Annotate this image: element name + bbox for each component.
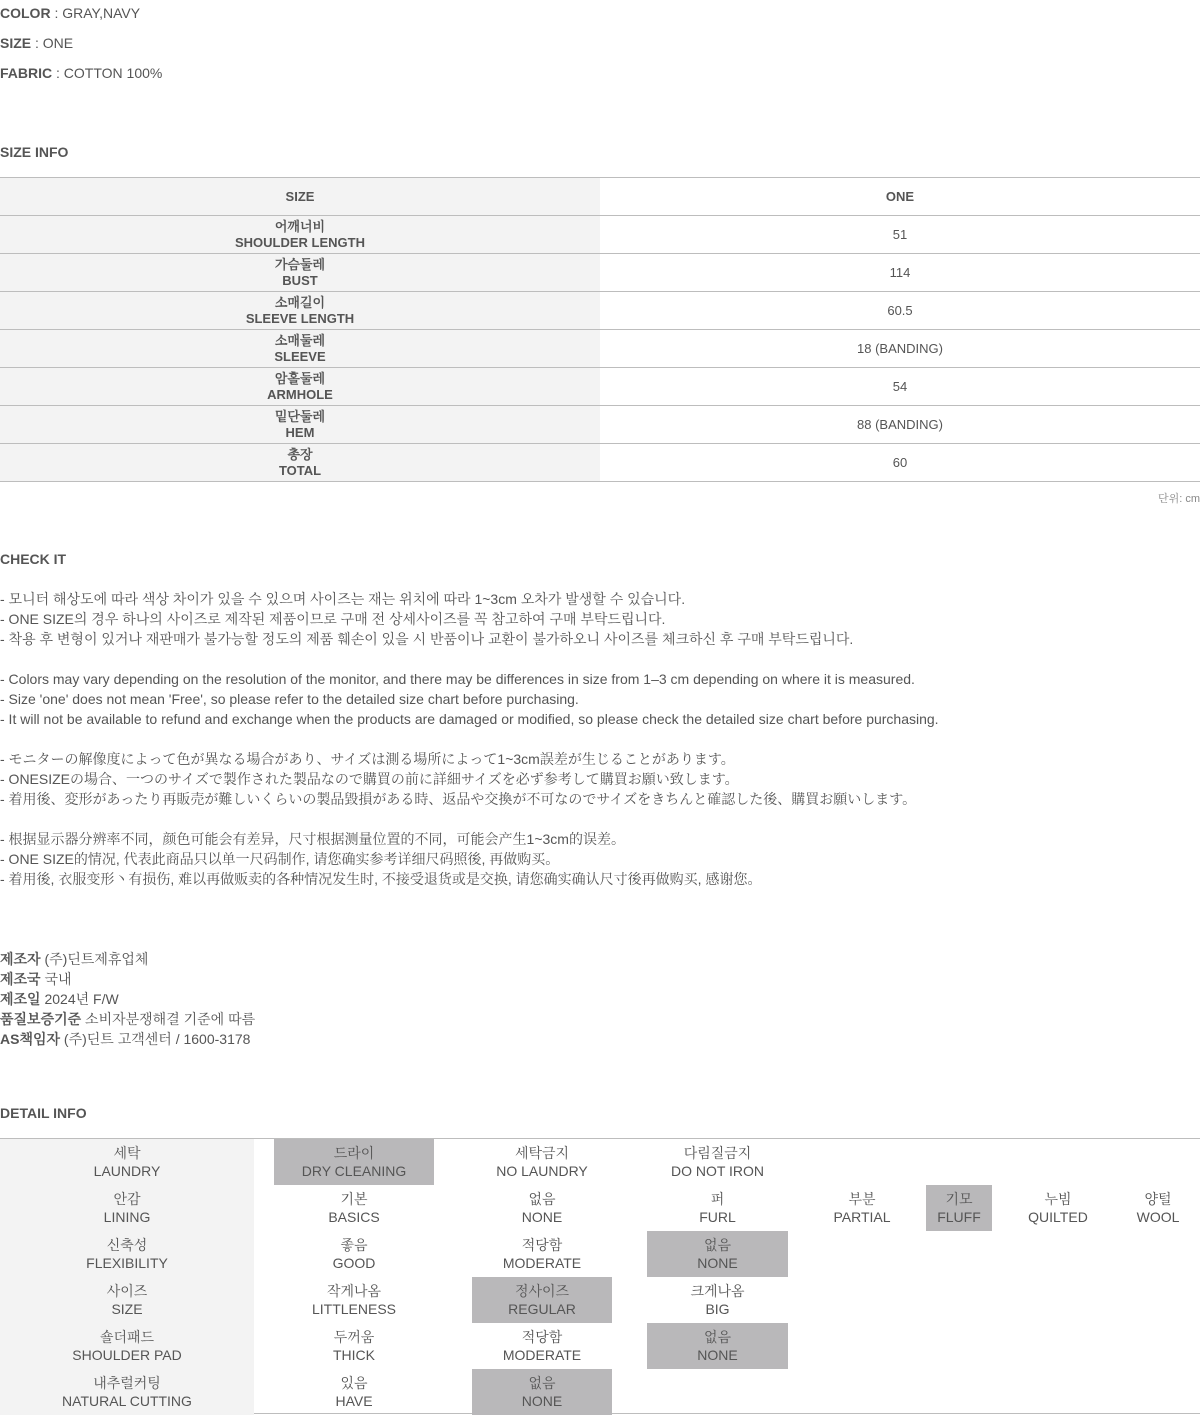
size-measure-value: 60.5	[887, 303, 913, 318]
size-header-label: SIZE	[0, 178, 600, 215]
unit-note: 단위: cm	[1157, 493, 1200, 505]
check-it-ko	[0, 589, 853, 649]
detail-text-ko: 퍼	[710, 1191, 725, 1207]
size-measure-label	[0, 330, 600, 367]
detail-text-en: NONE	[521, 1209, 563, 1225]
size-measure-label	[0, 368, 600, 405]
size-measure-en: BUST	[282, 272, 318, 288]
size-table-row	[0, 406, 1200, 444]
maker-label: 제조국	[0, 971, 41, 987]
detail-row-label	[0, 1369, 254, 1415]
detail-option-selected	[926, 1185, 992, 1231]
maker-row	[0, 1029, 255, 1049]
detail-text-en: LITTLENESS	[311, 1301, 397, 1317]
size-info-title: SIZE INFO	[0, 144, 69, 160]
detail-text-en: GOOD	[332, 1255, 376, 1271]
check-it-line: - Size 'one' does not mean 'Free', so please refer to the detailed size chart before purchasing.	[0, 691, 579, 707]
detail-text-en: FLEXIBILITY	[86, 1255, 168, 1271]
detail-option-selected	[472, 1277, 612, 1323]
size-measure-label	[0, 254, 600, 291]
size-measure-en: HEM	[285, 424, 315, 440]
size-measure-ko: 소매둘레	[274, 332, 326, 348]
detail-text-ko: 작게나옴	[326, 1283, 382, 1299]
maker-value: (주)딘트 고객센터 / 1600-3178	[60, 1031, 251, 1047]
size-measure-label	[0, 292, 600, 329]
detail-row-label	[0, 1231, 254, 1277]
detail-text-ko: 기본	[340, 1191, 368, 1207]
detail-text-en: MODERATE	[502, 1347, 582, 1363]
check-it-line: - It will not be available to refund and exchange when the products are damaged or modified, so please check the detailed size chart before purchasing.	[0, 711, 939, 727]
check-it-ja	[0, 749, 916, 809]
size-table-row	[0, 254, 1200, 292]
size-measure-value: 60	[892, 455, 908, 470]
size-header-value: ONE	[885, 189, 915, 204]
spec-size-label: SIZE	[0, 35, 32, 51]
detail-text-ko: 부분	[848, 1191, 876, 1207]
detail-option	[274, 1231, 434, 1277]
check-it-line: - Colors may vary depending on the resolution of the monitor, and there may be differences in size from 1–3 cm depending on where it is measured.	[0, 671, 915, 687]
maker-value: 국내	[40, 971, 72, 987]
check-it-line: - モニターの解像度によって色が異なる場合があり、サイズは測る場所によって1~3cm誤差が生じることがあります。	[0, 751, 735, 767]
detail-text-ko: 숄더패드	[99, 1329, 155, 1345]
detail-text-en: LAUNDRY	[93, 1163, 161, 1179]
maker-label: 제조일	[0, 991, 41, 1007]
detail-text-en: DO NOT IRON	[670, 1163, 765, 1179]
detail-text-en: SIZE	[111, 1301, 143, 1317]
check-it-en	[0, 669, 939, 729]
detail-option	[472, 1185, 612, 1231]
maker-value: 소비자분쟁해결 기준에 따름	[81, 1011, 256, 1027]
detail-text-ko: 기모	[945, 1191, 973, 1207]
detail-text-ko: 있음	[340, 1375, 368, 1391]
detail-option-selected	[647, 1231, 788, 1277]
detail-row-label	[0, 1185, 254, 1231]
detail-option-selected	[472, 1369, 612, 1415]
maker-row	[0, 969, 255, 989]
size-measure-value: 18 (BANDING)	[857, 341, 943, 356]
detail-row-label	[0, 1139, 254, 1185]
spec-fabric-value: : COTTON 100%	[52, 65, 163, 81]
spec-color	[0, 4, 140, 22]
maker-row	[0, 949, 255, 969]
detail-option	[274, 1277, 434, 1323]
detail-option	[274, 1323, 434, 1369]
size-table-row	[0, 216, 1200, 254]
maker-info	[0, 949, 255, 1049]
detail-option-selected	[274, 1139, 434, 1185]
detail-option	[472, 1139, 612, 1185]
size-table-row	[0, 444, 1200, 482]
detail-text-ko: 양털	[1144, 1191, 1172, 1207]
detail-text-ko: 세탁	[113, 1145, 141, 1161]
maker-label: 품질보증기준	[0, 1011, 82, 1027]
detail-text-en: NATURAL CUTTING	[62, 1393, 192, 1409]
spec-size	[0, 34, 73, 52]
check-it-line: - 着用後、変形があったり再販売が難しいくらいの製品毀損がある時、返品や交換が不可なのでサイズをきちんと確認した後、購買お願いします。	[0, 791, 917, 807]
detail-text-en: DRY CLEANING	[301, 1163, 407, 1179]
size-measure-ko: 밑단둘레	[274, 408, 326, 424]
detail-option	[647, 1185, 788, 1231]
detail-text-ko: 좋음	[340, 1237, 368, 1253]
size-table-row	[0, 368, 1200, 406]
detail-text-en: QUILTED	[1028, 1209, 1088, 1225]
detail-option	[472, 1231, 612, 1277]
maker-row	[0, 989, 255, 1009]
size-measure-value: 88 (BANDING)	[857, 417, 943, 432]
detail-text-ko: 안감	[113, 1191, 141, 1207]
detail-option	[1116, 1185, 1200, 1231]
detail-option	[808, 1185, 916, 1231]
spec-fabric-label: FABRIC	[0, 65, 53, 81]
detail-text-ko: 없음	[528, 1191, 556, 1207]
detail-text-ko: 없음	[528, 1375, 556, 1391]
check-it-line: - ONESIZEの場合、一つのサイズで製作された製品なので購買の前に詳細サイズを必ず参考して購買お願い致します。	[0, 771, 739, 787]
detail-row-label	[0, 1323, 254, 1369]
detail-text-ko: 사이즈	[106, 1283, 148, 1299]
detail-option-selected	[647, 1323, 788, 1369]
detail-row-label	[0, 1277, 254, 1323]
check-it-line: - ONE SIZE의 경우 하나의 사이즈로 제작된 제품이므로 구매 전 상세사이즈를 꼭 참고하여 구매 부탁드립니다.	[0, 611, 666, 627]
size-measure-ko: 소매길이	[274, 294, 326, 310]
check-it-title: CHECK IT	[0, 551, 67, 567]
detail-text-ko: 세탁금지	[514, 1145, 570, 1161]
detail-text-ko: 드라이	[333, 1145, 375, 1161]
maker-value: 2024년 F/W	[40, 991, 119, 1007]
detail-text-en: WOOL	[1136, 1209, 1180, 1225]
size-measure-en: SLEEVE LENGTH	[245, 310, 355, 326]
check-it-line: - 착용 후 변형이 있거나 재판매가 불가능할 정도의 제품 훼손이 있을 시 반품이나 교환이 불가하오니 사이즈를 체크하신 후 구매 부탁드립니다.	[0, 631, 854, 647]
size-measure-ko: 어깨너비	[274, 218, 326, 234]
detail-text-ko: 적당함	[521, 1237, 563, 1253]
detail-text-en: FURL	[699, 1209, 736, 1225]
detail-text-ko: 두꺼움	[333, 1329, 375, 1345]
detail-option	[1008, 1185, 1108, 1231]
size-table	[0, 177, 1200, 482]
detail-text-en: NO LAUNDRY	[496, 1163, 588, 1179]
spec-color-value: : GRAY,NAVY	[50, 5, 141, 21]
detail-text-ko: 누빔	[1044, 1191, 1072, 1207]
detail-text-en: SHOULDER PAD	[72, 1347, 182, 1363]
detail-option	[472, 1323, 612, 1369]
detail-text-en: NONE	[697, 1347, 738, 1363]
detail-text-ko: 정사이즈	[514, 1283, 570, 1299]
detail-text-en: MODERATE	[502, 1255, 582, 1271]
size-table-row	[0, 330, 1200, 368]
detail-text-en: BASICS	[328, 1209, 380, 1225]
size-measure-en: ARMHOLE	[267, 386, 333, 402]
size-table-header	[0, 178, 1200, 216]
maker-label: AS책임자	[0, 1031, 61, 1047]
detail-text-ko: 다림질금지	[683, 1145, 752, 1161]
detail-text-en: BIG	[705, 1301, 730, 1317]
size-measure-en: TOTAL	[278, 462, 322, 478]
detail-text-ko: 없음	[703, 1329, 732, 1345]
detail-text-ko: 적당함	[521, 1329, 563, 1345]
check-it-line: - 모니터 해상도에 따라 색상 차이가 있을 수 있으며 사이즈는 재는 위치에 따라 1~3cm 오차가 발생할 수 있습니다.	[0, 591, 686, 607]
maker-label: 제조자	[0, 951, 41, 967]
detail-text-en: NONE	[521, 1393, 563, 1409]
spec-fabric	[0, 64, 162, 82]
size-measure-en: SLEEVE	[274, 348, 326, 364]
detail-text-en: THICK	[333, 1347, 375, 1363]
spec-color-label: COLOR	[0, 5, 51, 21]
size-measure-value: 114	[889, 265, 911, 280]
detail-text-ko: 신축성	[106, 1237, 148, 1253]
check-it-line: - ONE SIZE的情况, 代表此商品只以单一尺码制作, 请您确实参考详细尺码照後, 再做购买。	[0, 851, 560, 867]
detail-text-en: REGULAR	[508, 1301, 576, 1317]
detail-info-grid	[0, 1138, 1200, 1414]
spec-size-value: : ONE	[31, 35, 74, 51]
detail-text-en: LINING	[103, 1209, 151, 1225]
detail-option	[274, 1185, 434, 1231]
detail-text-en: NONE	[697, 1255, 738, 1271]
size-measure-label	[0, 444, 600, 481]
detail-text-ko: 크게나옴	[690, 1283, 745, 1299]
check-it-line: - 着用後, 衣服变形丶有损伤, 难以再做贩卖的各种情况发生时, 不接受退货或是交换, 请您确实确认尺寸後再做购买, 感谢您。	[0, 871, 762, 887]
detail-text-en: PARTIAL	[833, 1209, 891, 1225]
detail-option	[647, 1139, 788, 1185]
detail-option	[647, 1277, 788, 1323]
detail-info-title: DETAIL INFO	[0, 1105, 87, 1121]
size-measure-en: SHOULDER LENGTH	[235, 234, 365, 250]
size-measure-label	[0, 216, 600, 253]
maker-value: (주)딘트제휴업체	[40, 951, 149, 967]
maker-row	[0, 1009, 255, 1029]
check-it-zh	[0, 829, 761, 889]
size-measure-ko: 총장	[287, 446, 313, 462]
size-measure-value: 51	[892, 227, 908, 242]
size-measure-ko: 암홀둘레	[274, 370, 326, 386]
detail-text-ko: 내추럴커팅	[93, 1375, 161, 1391]
size-table-row	[0, 292, 1200, 330]
check-it-line: - 根据显示器分辨率不同，颜色可能会有差异，尺寸根据测量位置的不同，可能会产生1~3cm的误差。	[0, 831, 625, 847]
size-measure-ko: 가슴둘레	[274, 256, 326, 272]
detail-text-ko: 없음	[703, 1237, 732, 1253]
detail-option	[274, 1369, 434, 1415]
detail-text-en: FLUFF	[937, 1209, 981, 1225]
size-measure-label	[0, 406, 600, 443]
detail-text-en: HAVE	[335, 1393, 373, 1409]
size-measure-value: 54	[892, 379, 908, 394]
